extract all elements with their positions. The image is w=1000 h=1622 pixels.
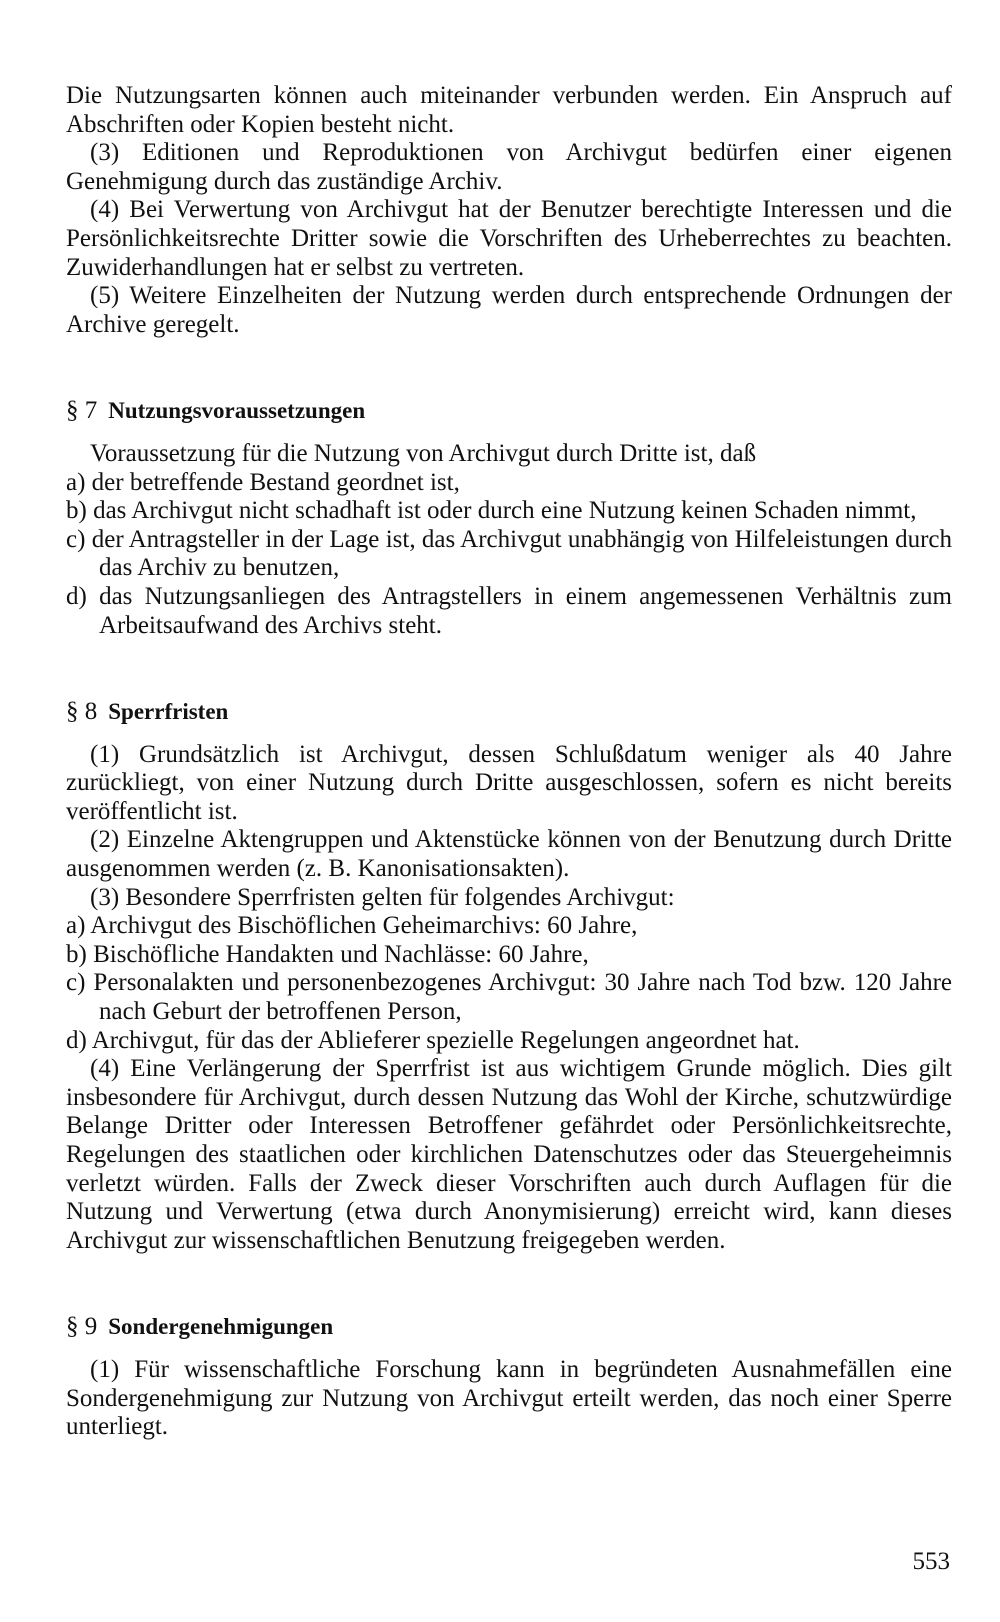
section-7-lead: Voraussetzung für die Nutzung von Archivgut durch Dritte ist, daß — [90, 439, 757, 467]
section-8-item-a: a) Archivgut des Bischöflichen Geheimarchivs: 60 Jahre, — [66, 912, 638, 940]
intro-paragraph-4: (4) Bei Verwertung von Archivgut hat der Benutzer berechtigte Interessen und die Persönlichkeitsrechte Dritter sowie die Vorschriften des Urheberrechtes zu beachten. Zuwiderhandlungen hat er selbst zu vertreten. — [66, 196, 952, 281]
section-8-paragraph-3: (3) Besondere Sperrfristen gelten für folgendes Archivgut: — [90, 883, 675, 911]
section-9-number: § 9 — [66, 1313, 98, 1341]
intro-paragraph-3: (3) Editionen und Reproduktionen von Archivgut bedürfen einer eigenen Genehmigung durch das zuständige Archiv. — [66, 139, 952, 195]
section-7-heading — [66, 397, 952, 426]
section-8-heading — [66, 698, 952, 727]
section-7-item-b: b) das Archivgut nicht schadhaft ist oder durch eine Nutzung keinen Schaden nimmt, — [66, 497, 917, 525]
section-8-item-b: b) Bischöfliche Handakten und Nachlässe: 60 Jahre, — [66, 940, 589, 968]
section-8-paragraph-4: (4) Eine Verlängerung der Sperrfrist ist aus wichtigem Grunde möglich. Dies gilt insbesondere für Archivgut, durch dessen Nutzung das Wohl der Kirche, schutzwürdige Belange Dritter oder Interessen Betroffener gefährdet oder Persönlichkeitsrechte, Regelungen des staatlichen oder kirchlichen Datenschutzes oder das Steuergeheimnis verletzt würden. Falls der Zweck dieser Vorschriften auch durch Auflagen für die Nutzung und Verwertung (etwa durch Anonymisierung) erreicht wird, kann dieses Archivgut zur wissenschaftlichen Benutzung freigegeben werden. — [66, 1055, 952, 1254]
section-8-item-c: c) Personalakten und personenbezogenes Archivgut: 30 Jahre nach Tod bzw. 120 Jahre nach Geburt der betroffenen Person, — [66, 969, 952, 1026]
section-8-paragraph-1: (1) Grundsätzlich ist Archivgut, dessen Schlußdatum weniger als 40 Jahre zurückliegt, von einer Nutzung durch Dritte ausgeschlossen, sofern es nicht bereits veröffentlicht ist. — [66, 740, 952, 825]
section-7-title: Nutzungsvoraussetzungen — [108, 398, 366, 424]
section-9-heading — [66, 1313, 952, 1342]
section-7-item-a: a) der betreffende Bestand geordnet ist, — [66, 468, 460, 496]
intro-paragraph-1: Die Nutzungsarten können auch miteinander verbunden werden. Ein Anspruch auf Abschriften oder Kopien besteht nicht. — [66, 82, 952, 138]
page-number: 553 — [912, 1548, 950, 1575]
section-7-item-d: d) das Nutzungsanliegen des Antragstellers in einem angemessenen Verhältnis zum Arbeitsaufwand des Archivs steht. — [66, 582, 952, 639]
section-8-title: Sperrfristen — [108, 699, 229, 725]
section-7-item-c: c) der Antragsteller in der Lage ist, das Archivgut unabhängig von Hilfeleistungen durch das Archiv zu benutzen, — [66, 525, 952, 582]
section-8-paragraph-2: (2) Einzelne Aktengruppen und Aktenstücke können von der Benutzung durch Dritte ausgenommen werden (z. B. Kanonisationsakten). — [66, 826, 952, 883]
section-7-number: § 7 — [66, 397, 98, 425]
section-8-item-d: d) Archivgut, für das der Ablieferer spezielle Regelungen angeordnet hat. — [66, 1026, 800, 1054]
section-8-number: § 8 — [66, 698, 98, 726]
intro-paragraph-5: (5) Weitere Einzelheiten der Nutzung werden durch entsprechende Ordnungen der Archive geregelt. — [66, 282, 952, 338]
section-9-title: Sondergenehmigungen — [108, 1314, 334, 1340]
section-9-paragraph-1: (1) Für wissenschaftliche Forschung kann in begründeten Ausnahmefällen eine Sondergenehmigung zur Nutzung von Archivgut erteilt werden, das noch einer Sperre unterliegt. — [66, 1355, 952, 1441]
document-page — [66, 82, 952, 1442]
